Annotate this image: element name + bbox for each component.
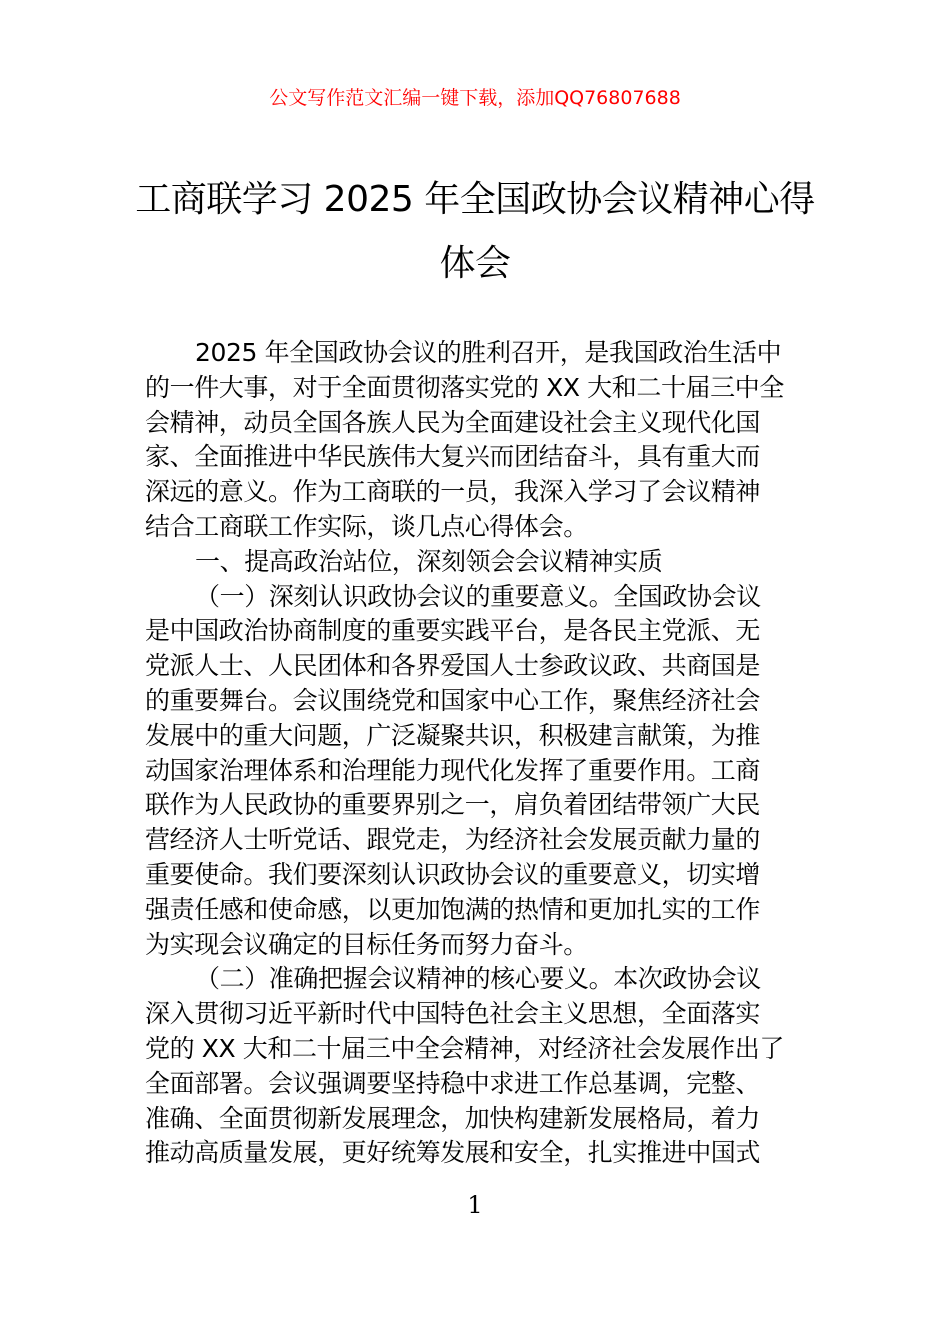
paragraph-line: 强责任感和使命感，以更加饱满的热情和更加扎实的工作 [145, 894, 761, 924]
title-line-1: 工商联学习 2025 年全国政协会议精神心得 [135, 179, 815, 220]
paragraph-line: 家、全面推进中华民族伟大复兴而团结奋斗，具有重大而 [145, 442, 761, 472]
paragraph-line: 2025 年全国政协会议的胜利召开，是我国政治生活中 [195, 338, 782, 367]
paragraph-line: 党派人士、人民团体和各界爱国人士参政议政、共商国是 [145, 651, 761, 681]
paragraph-line: 推动高质量发展，更好统筹发展和安全，扎实推进中国式 [145, 1138, 761, 1168]
paragraph-line: 全面部署。会议强调要坚持稳中求进工作总基调，完整、 [145, 1068, 761, 1098]
title-line-2: 体会 [439, 243, 511, 284]
section-heading: 一、提高政治站位，深刻领会会议精神实质 [195, 546, 663, 576]
paragraph-line: 的重要舞台。会议围绕党和国家中心工作，聚焦经济社会 [145, 685, 761, 715]
paragraph-line: 准确、全面贯彻新发展理念，加快构建新发展格局，着力 [145, 1103, 761, 1133]
document-body [145, 336, 810, 1171]
paragraph-line: 深入贯彻习近平新时代中国特色社会主义思想，全面落实 [145, 999, 761, 1029]
paragraph-line: （一）深刻认识政协会议的重要意义。全国政协会议 [195, 581, 761, 611]
paragraph-line: 的一件大事，对于全面贯彻落实党的 XX 大和二十届三中全 [145, 372, 784, 402]
paragraph-line: 重要使命。我们要深刻认识政协会议的重要意义，切实增 [145, 859, 761, 889]
paragraph-line: 党的 XX 大和二十届三中全会精神，对经济社会发展作出了 [145, 1033, 784, 1063]
paragraph-line: 会精神，动员全国各族人民为全面建设社会主义现代化国 [145, 407, 761, 437]
paragraph-line: 营经济人士听党话、跟党走，为经济社会发展贡献力量的 [145, 825, 761, 855]
paragraph-line: 结合工商联工作实际，谈几点心得体会。 [145, 511, 588, 541]
paragraph-line: 联作为人民政协的重要界别之一，肩负着团结带领广大民 [145, 790, 761, 820]
paragraph-line: （二）准确把握会议精神的核心要义。本次政协会议 [195, 964, 761, 994]
paragraph-line: 发展中的重大问题，广泛凝聚共识，积极建言献策，为推 [145, 720, 761, 750]
page-number: 1 [467, 1191, 483, 1219]
paragraph-line: 动国家治理体系和治理能力现代化发挥了重要作用。工商 [145, 755, 761, 785]
document-title [120, 168, 830, 296]
paragraph-line: 是中国政治协商制度的重要实践平台，是各民主党派、无 [145, 616, 761, 646]
paragraph-line: 深远的意义。作为工商联的一员，我深入学习了会议精神 [145, 477, 761, 507]
download-banner[interactable]: 公文写作范文汇编一键下载，添加QQ76807688 [269, 87, 681, 109]
paragraph-line: 为实现会议确定的目标任务而努力奋斗。 [145, 929, 588, 959]
